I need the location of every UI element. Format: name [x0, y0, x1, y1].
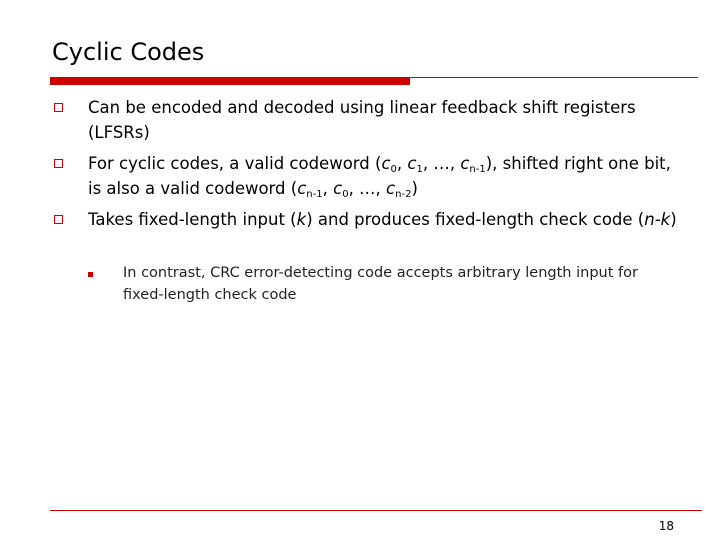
footer-rule	[50, 510, 702, 511]
square-bullet-icon	[54, 103, 63, 112]
filled-square-bullet-icon	[88, 272, 93, 277]
page-number: 18	[658, 519, 674, 533]
bullet-item-lfsr: Can be encoded and decoded using linear feedback shift registers (LFSRs)	[88, 98, 636, 142]
title-rule-thin	[410, 77, 698, 78]
slide-title: Cyclic Codes	[52, 38, 205, 66]
title-rule-red	[50, 77, 410, 85]
bullet-item-fixed-length: Takes fixed-length input (k) and produces fixed-length check code (n-k)	[88, 210, 677, 229]
subbullet-item-crc: In contrast, CRC error-detecting code accepts arbitrary length input for fixed-length check code	[123, 265, 638, 303]
square-bullet-icon	[54, 159, 63, 168]
bullet-item-cyclic-shift: For cyclic codes, a valid codeword ($c_0$, $c_1$, …, $c_{n-1}$), shifted right one bit, is also a valid codeword ($c_{n-1}$, $c_0$, …, $c_{n-2}$)	[88, 154, 671, 200]
square-bullet-icon	[54, 215, 63, 224]
